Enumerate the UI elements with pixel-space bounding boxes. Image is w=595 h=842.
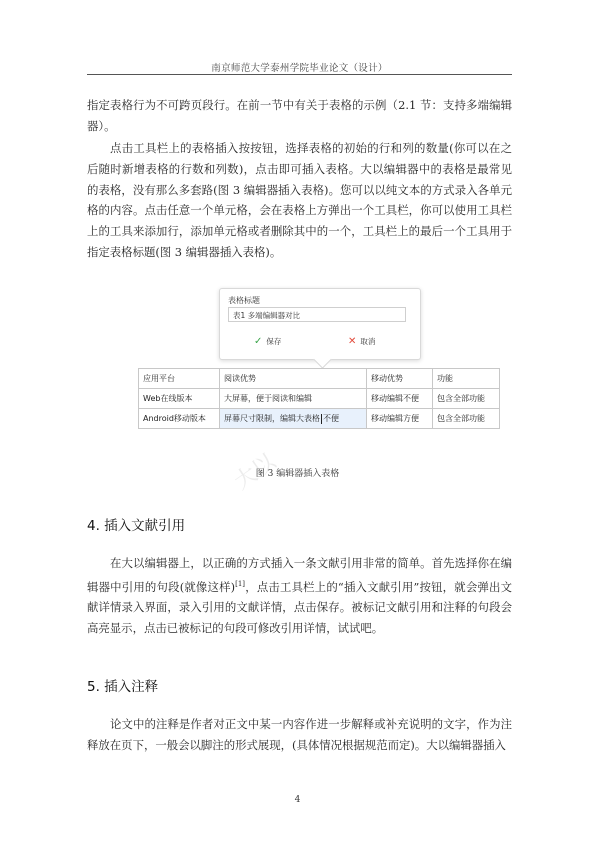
table-title-input[interactable]: 表1 多端编辑器对比 <box>228 307 406 322</box>
table-cell[interactable]: Android移动版本 <box>139 409 220 429</box>
popup-title: 表格标题 <box>228 296 260 305</box>
table-cell[interactable]: 包含全部功能 <box>433 409 500 429</box>
table-cell[interactable]: 功能 <box>433 369 500 389</box>
watermark: 大以 <box>229 449 281 496</box>
page-header: 南京师范大学泰州学院毕业论文（设计） <box>211 63 388 74</box>
table-cell[interactable]: 大屏幕，便于阅读和编辑 <box>220 389 367 409</box>
cancel-button[interactable] <box>348 336 375 347</box>
table-row <box>139 389 500 409</box>
check-icon: ✓ <box>254 336 263 347</box>
table-cell[interactable]: 包含全部功能 <box>433 389 500 409</box>
citation-text: 在大以编辑器上，以正确的方式插入一条文献引用非常的简单。首先选择你在编辑器中引用的句段(就像这样) <box>87 556 512 594</box>
text-caret <box>321 414 322 424</box>
cell-text: 不便 <box>323 414 339 423</box>
paragraph-table-insert: 点击工具栏上的表格插入按按钮，选择表格的初始的行和列的数量(你可以在之后随时新增表格的行数和列数)，点击即可插入表格。大以编辑器中的表格是最常见的表格，没有那么多套路(图 3 编辑器插入表格)。您可以以纯文本的方式录入各单元格的内容。点击任意一个单元格，会在表格上方弹出一个工具栏，你可以使用工具栏上的工具来添加行，添加单元格或者删除其中的一个，工具栏上的最后一个工具用于指定表格标题(图 3 编辑器插入表格)。 <box>87 141 512 259</box>
save-label: 保存 <box>266 337 282 346</box>
table-cell[interactable]: 阅读优势 <box>220 369 367 389</box>
cancel-label: 取消 <box>360 337 376 346</box>
table-cell-selected[interactable] <box>220 409 367 429</box>
header-rule <box>87 74 512 75</box>
section-heading-notes: 5. 插入注释 <box>87 679 159 695</box>
page-number: 4 <box>294 795 301 805</box>
paragraph-table-intro-end: 指定表格行为不可跨页段行。在前一节中有关于表格的示例（2.1 节：支持多端编辑器）。 <box>87 98 512 133</box>
table-cell[interactable]: 移动编辑方便 <box>367 409 433 429</box>
table-cell[interactable]: 应用平台 <box>139 369 220 389</box>
cell-text: 屏幕尺寸限制，编辑大表格 <box>224 414 320 423</box>
table-cell[interactable]: 移动优势 <box>367 369 433 389</box>
table-cell[interactable]: 移动编辑不便 <box>367 389 433 409</box>
citation-marker: [1] <box>235 579 246 588</box>
comparison-table <box>138 368 500 429</box>
citation-text-rest: ，点击工具栏上的“插入文献引用”按钮，就会弹出文献详情录入界面，录入引用的文献详情，点击保存。被标记文献引用和注释的句段会高亮显示，点击已被标记的句段可修改引用详情，试试吧。 <box>87 579 512 636</box>
save-button[interactable] <box>254 336 281 347</box>
figure-caption: 图 3 编辑器插入表格 <box>255 469 340 479</box>
table-row <box>139 409 500 429</box>
paragraph-notes: 论文中的注释是作者对正文中某一内容作进一步解释或补充说明的文字，作为注释放在页下，一般会以脚注的形式展现，(具体情况根据规范而定)。大以编辑器插入 <box>87 717 512 752</box>
paragraph-citation <box>87 553 512 639</box>
close-icon: ✕ <box>348 336 357 347</box>
table-cell[interactable]: Web在线版本 <box>139 389 220 409</box>
popup-arrow <box>313 350 331 368</box>
section-heading-citation: 4. 插入文献引用 <box>87 518 186 534</box>
table-header-row <box>139 369 500 389</box>
table-title-popup <box>219 288 421 360</box>
